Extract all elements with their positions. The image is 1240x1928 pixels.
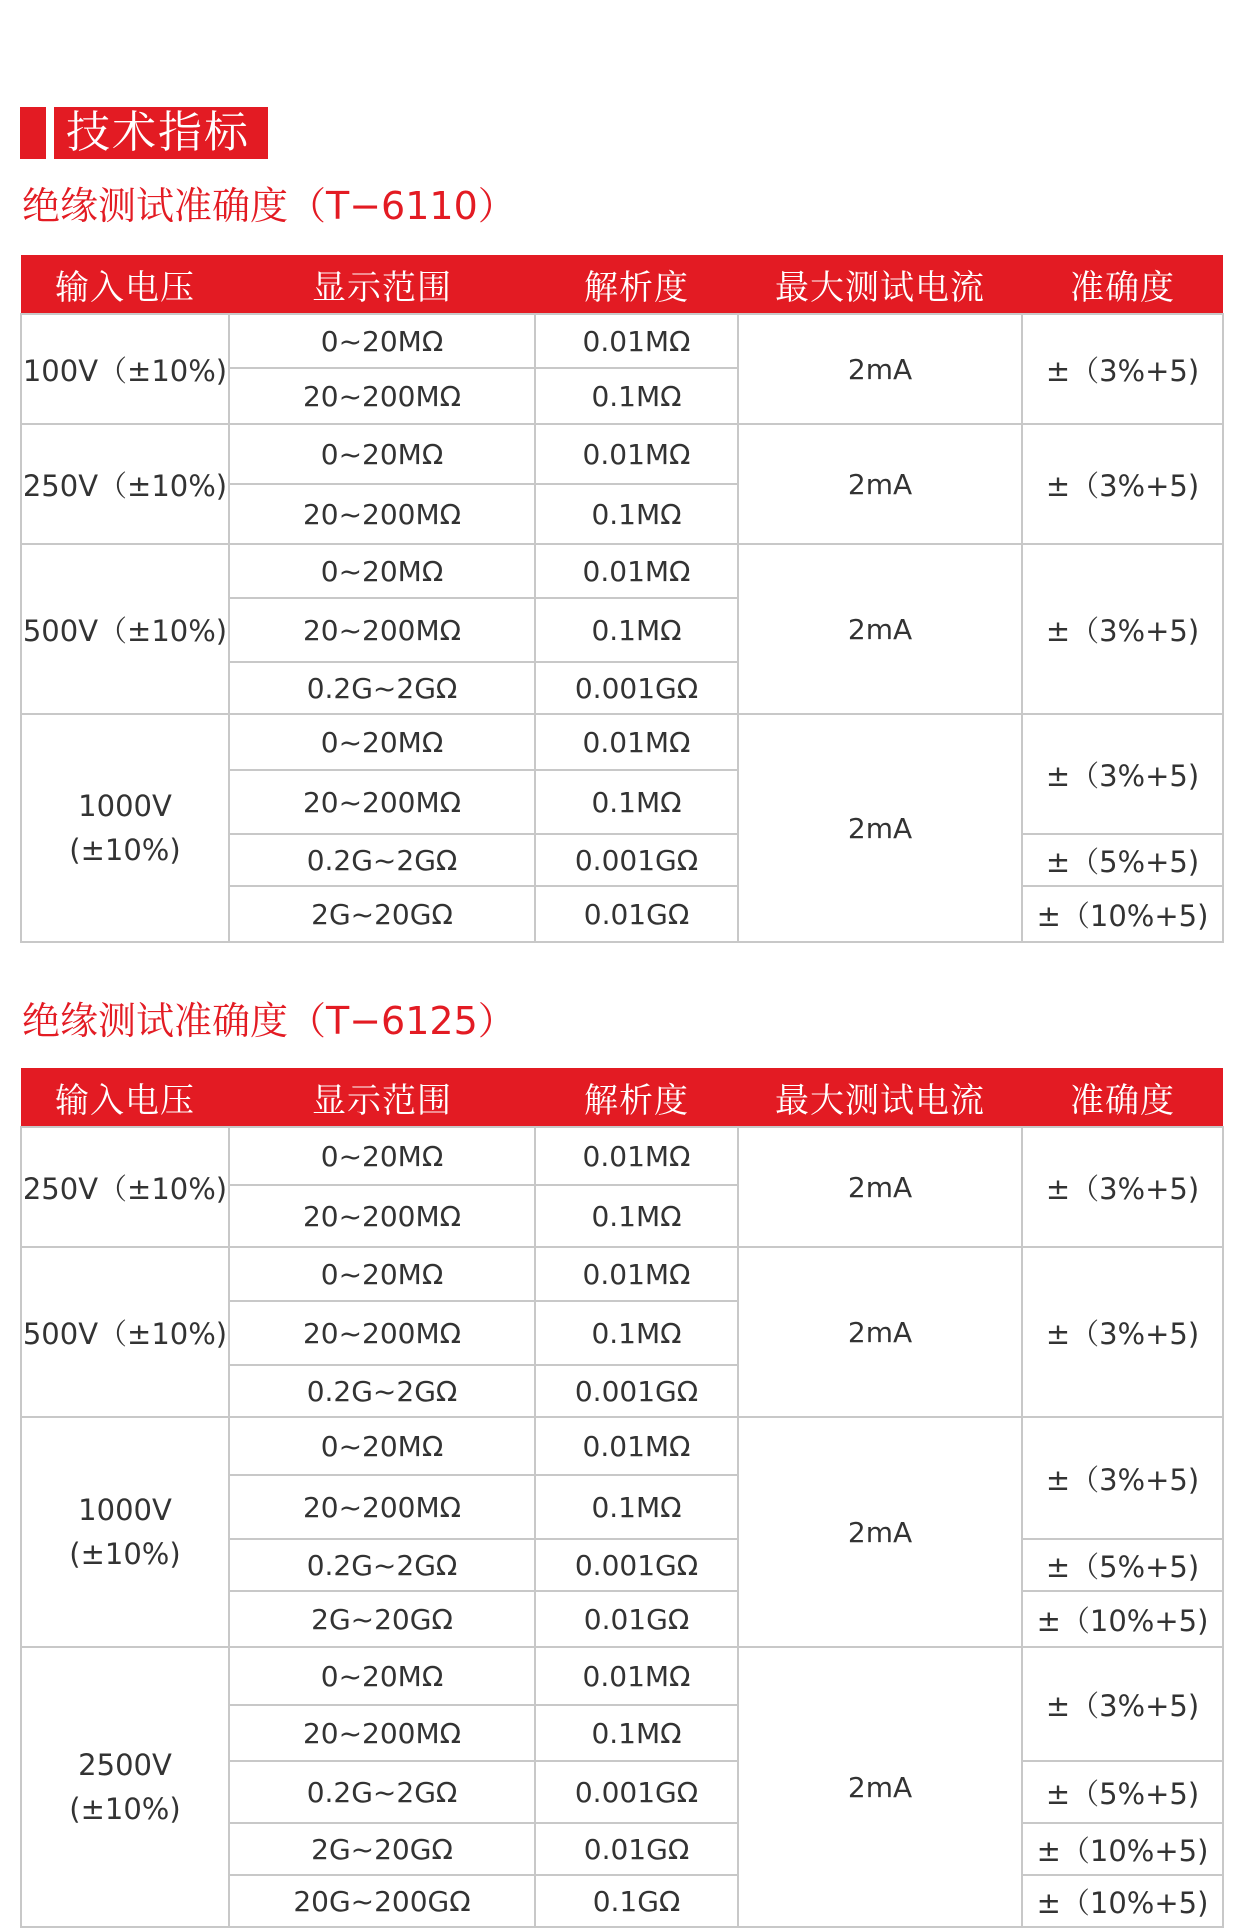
input-voltage-cell: 1000V (±10%) (21, 714, 229, 942)
max-current-cell: 2mA (738, 424, 1022, 544)
header-row (21, 1068, 1223, 1127)
table-row (21, 1247, 1223, 1301)
resolution-cell: 0.1MΩ (535, 1185, 738, 1247)
column-header: 显示范围 (229, 1068, 535, 1127)
display-range-cell: 2G~20GΩ (229, 1823, 535, 1875)
display-range-cell: 20~200MΩ (229, 1301, 535, 1365)
accuracy-cell: ±（3%+5) (1022, 1647, 1223, 1761)
display-range-cell: 2G~20GΩ (229, 1591, 535, 1647)
table-title-t6125: 绝缘测试准确度（T−6125） (22, 999, 516, 1043)
resolution-cell: 0.001GΩ (535, 834, 738, 886)
accuracy-cell: ±（5%+5) (1022, 1761, 1223, 1823)
display-range-cell: 0~20MΩ (229, 314, 535, 368)
display-range-cell: 20~200MΩ (229, 1475, 535, 1539)
accuracy-cell: ±（5%+5) (1022, 1539, 1223, 1591)
resolution-cell: 0.001GΩ (535, 1761, 738, 1823)
column-header: 解析度 (535, 255, 738, 314)
input-voltage-cell: 500V（±10%) (21, 544, 229, 714)
column-header: 最大测试电流 (738, 1068, 1022, 1127)
input-voltage-cell: 250V（±10%) (21, 1127, 229, 1247)
table-row (21, 1647, 1223, 1705)
resolution-cell: 0.1MΩ (535, 598, 738, 662)
resolution-cell: 0.001GΩ (535, 1365, 738, 1417)
accuracy-cell: ±（3%+5) (1022, 1127, 1223, 1247)
max-current-cell: 2mA (738, 1417, 1022, 1647)
table-row (21, 424, 1223, 484)
display-range-cell: 0.2G~2GΩ (229, 834, 535, 886)
resolution-cell: 0.01MΩ (535, 1247, 738, 1301)
table-title-t6110: 绝缘测试准确度（T−6110） (22, 184, 516, 228)
max-current-cell: 2mA (738, 314, 1022, 424)
column-header: 准确度 (1022, 255, 1223, 314)
display-range-cell: 0~20MΩ (229, 1647, 535, 1705)
input-voltage-cell: 1000V (±10%) (21, 1417, 229, 1647)
section-accent-bar (20, 107, 46, 159)
accuracy-cell: ±（10%+5) (1022, 1875, 1223, 1927)
max-current-cell: 2mA (738, 1247, 1022, 1417)
resolution-cell: 0.01GΩ (535, 886, 738, 942)
resolution-cell: 0.1MΩ (535, 770, 738, 834)
accuracy-cell: ±（3%+5) (1022, 1247, 1223, 1417)
display-range-cell: 20~200MΩ (229, 1705, 535, 1761)
table-row (21, 544, 1223, 598)
column-header: 最大测试电流 (738, 255, 1022, 314)
table-row (21, 714, 1223, 770)
resolution-cell: 0.01MΩ (535, 424, 738, 484)
accuracy-cell: ±（10%+5) (1022, 1823, 1223, 1875)
column-header: 解析度 (535, 1068, 738, 1127)
accuracy-cell: ±（3%+5) (1022, 1417, 1223, 1539)
display-range-cell: 0~20MΩ (229, 1417, 535, 1475)
spec-table-t6110 (20, 255, 1224, 943)
display-range-cell: 0~20MΩ (229, 714, 535, 770)
input-voltage-cell: 2500V (±10%) (21, 1647, 229, 1927)
display-range-cell: 20~200MΩ (229, 770, 535, 834)
accuracy-cell: ±（3%+5) (1022, 424, 1223, 544)
display-range-cell: 20~200MΩ (229, 484, 535, 544)
input-voltage-cell: 250V（±10%) (21, 424, 229, 544)
column-header: 显示范围 (229, 255, 535, 314)
resolution-cell: 0.01MΩ (535, 1417, 738, 1475)
table-row (21, 1417, 1223, 1475)
table-row (21, 314, 1223, 368)
display-range-cell: 0~20MΩ (229, 544, 535, 598)
resolution-cell: 0.01MΩ (535, 1647, 738, 1705)
resolution-cell: 0.1MΩ (535, 368, 738, 424)
display-range-cell: 20~200MΩ (229, 1185, 535, 1247)
display-range-cell: 20~200MΩ (229, 368, 535, 424)
display-range-cell: 20G~200GΩ (229, 1875, 535, 1927)
max-current-cell: 2mA (738, 714, 1022, 942)
accuracy-cell: ±（3%+5) (1022, 714, 1223, 834)
accuracy-cell: ±（5%+5) (1022, 834, 1223, 886)
resolution-cell: 0.01GΩ (535, 1591, 738, 1647)
header-row (21, 255, 1223, 314)
table-row (21, 1127, 1223, 1185)
max-current-cell: 2mA (738, 1127, 1022, 1247)
resolution-cell: 0.001GΩ (535, 1539, 738, 1591)
display-range-cell: 2G~20GΩ (229, 886, 535, 942)
section-title: 技术指标 (54, 107, 268, 159)
column-header: 输入电压 (21, 1068, 229, 1127)
input-voltage-cell: 500V（±10%) (21, 1247, 229, 1417)
resolution-cell: 0.01MΩ (535, 314, 738, 368)
max-current-cell: 2mA (738, 1647, 1022, 1927)
display-range-cell: 0.2G~2GΩ (229, 662, 535, 714)
resolution-cell: 0.1GΩ (535, 1875, 738, 1927)
resolution-cell: 0.01GΩ (535, 1823, 738, 1875)
spec-table-t6125 (20, 1068, 1224, 1928)
accuracy-cell: ±（10%+5) (1022, 1591, 1223, 1647)
accuracy-cell: ±（10%+5) (1022, 886, 1223, 942)
resolution-cell: 0.1MΩ (535, 1301, 738, 1365)
max-current-cell: 2mA (738, 544, 1022, 714)
section-header (20, 107, 268, 159)
display-range-cell: 0.2G~2GΩ (229, 1761, 535, 1823)
column-header: 输入电压 (21, 255, 229, 314)
input-voltage-cell: 100V（±10%) (21, 314, 229, 424)
display-range-cell: 20~200MΩ (229, 598, 535, 662)
resolution-cell: 0.01MΩ (535, 544, 738, 598)
resolution-cell: 0.01MΩ (535, 714, 738, 770)
accuracy-cell: ±（3%+5) (1022, 544, 1223, 714)
display-range-cell: 0.2G~2GΩ (229, 1539, 535, 1591)
display-range-cell: 0~20MΩ (229, 424, 535, 484)
display-range-cell: 0.2G~2GΩ (229, 1365, 535, 1417)
resolution-cell: 0.1MΩ (535, 484, 738, 544)
resolution-cell: 0.001GΩ (535, 662, 738, 714)
resolution-cell: 0.01MΩ (535, 1127, 738, 1185)
column-header: 准确度 (1022, 1068, 1223, 1127)
display-range-cell: 0~20MΩ (229, 1127, 535, 1185)
accuracy-cell: ±（3%+5) (1022, 314, 1223, 424)
resolution-cell: 0.1MΩ (535, 1475, 738, 1539)
display-range-cell: 0~20MΩ (229, 1247, 535, 1301)
resolution-cell: 0.1MΩ (535, 1705, 738, 1761)
